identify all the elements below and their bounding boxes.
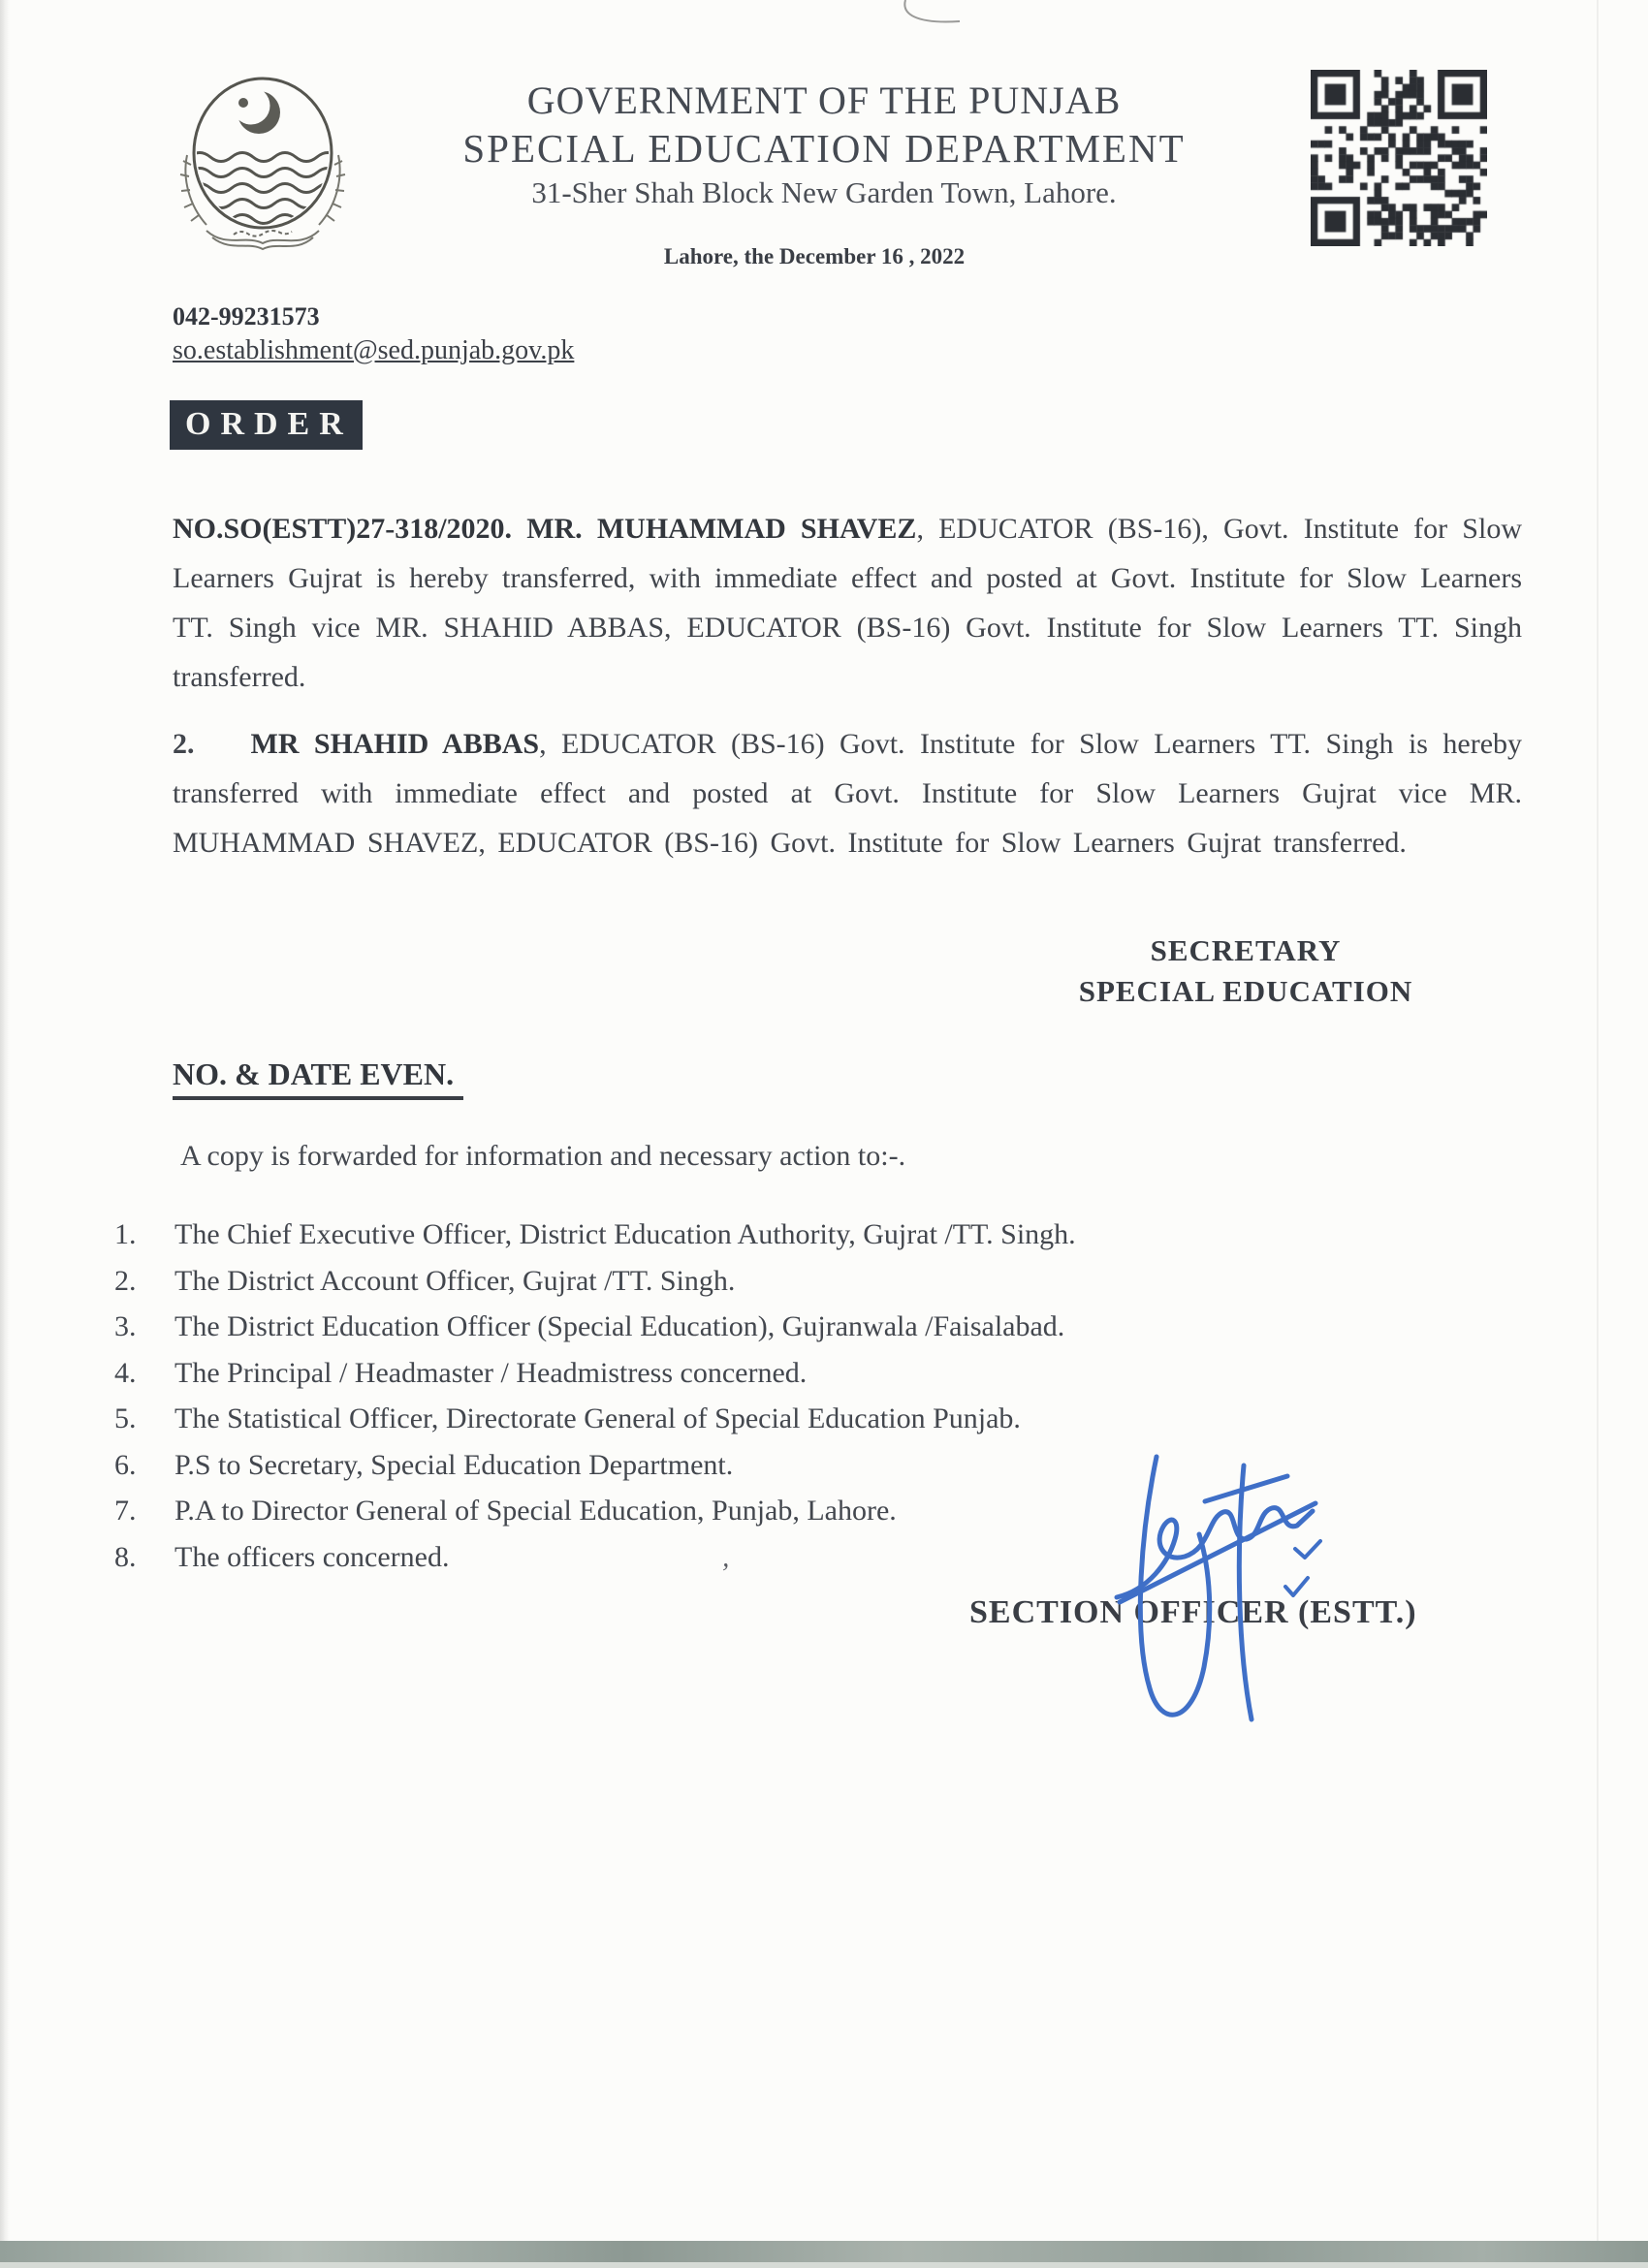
- order-paragraph-2: [173, 719, 1522, 867]
- list-item: [114, 1534, 1375, 1581]
- qr-code-icon: [1311, 70, 1487, 246]
- scan-edge-bottom-light: [0, 2262, 1648, 2268]
- distribution-intro: A copy is forwarded for information and necessary action to:-.: [180, 1140, 906, 1172]
- order-paragraph-2-text: , EDUCATOR (BS-16) Govt. Institute for Slow Learners TT. Singh is hereby transferred with immediate effect and posted at Govt. Institute for Slow Learners Gujrat vice MR. MUHAMMAD SHAVEZ, EDUCATOR (BS-16) Govt. Institute for Slow Learners Gujrat transferred.: [173, 728, 1523, 859]
- list-item-text: The Statistical Officer, Directorate General of Special Education Punjab.: [174, 1402, 1021, 1434]
- qr-code-canvas: [1311, 70, 1487, 246]
- department-address: 31-Sher Shah Block New Garden Town, Lahore.: [531, 175, 1117, 209]
- list-item: [114, 1304, 1375, 1350]
- date-line: Lahore, the December 16 , 2022: [663, 244, 966, 268]
- list-item: [114, 1212, 1375, 1258]
- distribution-list: [114, 1212, 1375, 1580]
- letterhead: [417, 78, 1231, 213]
- list-item: [114, 1442, 1375, 1489]
- signatory-block: [989, 930, 1503, 1012]
- scan-edge-left: [0, 0, 10, 2268]
- distribution-heading: NO. & DATE EVEN.: [173, 1056, 463, 1100]
- list-item-text: P.A to Director General of Special Education, Punjab, Lahore.: [174, 1495, 897, 1527]
- scan-edge-line: [1597, 0, 1599, 2268]
- list-item: [114, 1258, 1375, 1305]
- list-item: [114, 1396, 1375, 1442]
- section-officer-title: SECTION OFFICER (ESTT.): [969, 1594, 1417, 1630]
- scan-curve-artifact: [834, 0, 989, 31]
- department-title: SPECIAL EDUCATION DEPARTMENT: [462, 126, 1186, 171]
- list-item-text: P.S to Secretary, Special Education Department.: [174, 1448, 734, 1481]
- list-item-number: 8.: [114, 1540, 137, 1573]
- list-item-text: The officers concerned.: [174, 1540, 450, 1573]
- order-paragraph-1-text: , EDUCATOR (BS-16), Govt. Institute for Slow Learners Gujrat is hereby transferred, with immediate effect and posted at Govt. Institute for Slow Learners TT. Singh vice MR. SHAHID ABBAS, EDUCATOR (BS-16) Govt. Institute for Slow Learners TT. Singh transferred.: [173, 513, 1522, 693]
- signatory-title-line2: SPECIAL EDUCATION: [1078, 974, 1413, 1008]
- order-reference-number: NO.SO(ESTT)27-318/2020. MR. MUHAMMAD SHAVEZ: [173, 513, 917, 545]
- stray-ink-mark: ’: [719, 1559, 729, 1589]
- org-title: GOVERNMENT OF THE PUNJAB: [526, 79, 1122, 122]
- paragraph-number: 2.: [173, 728, 195, 760]
- scan-edge-bottom-strip: [0, 2241, 1648, 2262]
- list-item-number: 1.: [114, 1218, 137, 1250]
- order-paragraph-1: [173, 504, 1522, 702]
- list-item-text: The District Account Officer, Gujrat /TT. Singh.: [174, 1264, 736, 1297]
- list-item-text: The Chief Executive Officer, District Education Authority, Gujrat /TT. Singh.: [174, 1218, 1076, 1250]
- list-item-number: 3.: [114, 1310, 137, 1342]
- list-item: [114, 1350, 1375, 1397]
- officer-name: MR SHAHID ABBAS: [250, 728, 540, 760]
- list-item-number: 2.: [114, 1264, 137, 1297]
- punjab-crest-logo: [177, 68, 347, 252]
- list-item-number: 7.: [114, 1495, 137, 1527]
- list-item-number: 6.: [114, 1448, 137, 1481]
- list-item: [114, 1488, 1375, 1534]
- signatory-title-line1: SECRETARY: [1150, 933, 1342, 967]
- phone-number: 042-99231573: [173, 302, 320, 331]
- order-heading: ORDER: [170, 400, 363, 450]
- email-address: so.establishment@sed.punjab.gov.pk: [173, 335, 575, 365]
- list-item-number: 4.: [114, 1356, 137, 1389]
- list-item-text: The Principal / Headmaster / Headmistress concerned.: [174, 1356, 808, 1389]
- list-item-number: 5.: [114, 1402, 137, 1434]
- list-item-text: The District Education Officer (Special Education), Gujranwala /Faisalabad.: [174, 1310, 1065, 1342]
